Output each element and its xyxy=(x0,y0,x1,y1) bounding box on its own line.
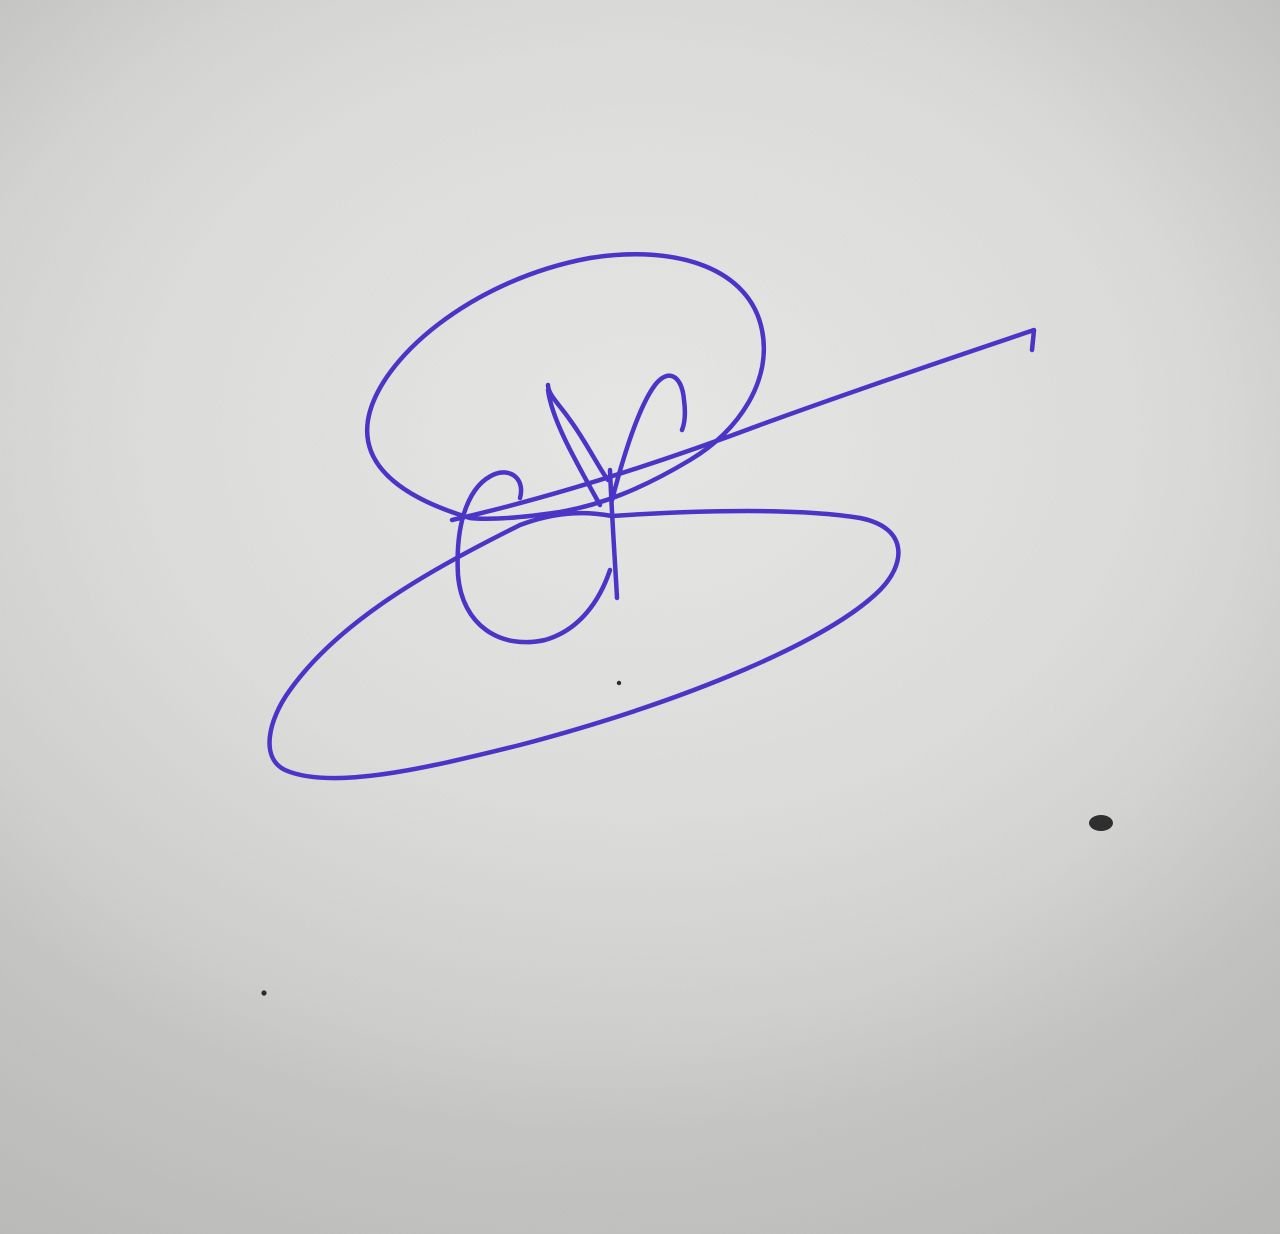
speck-large-right xyxy=(1089,815,1113,831)
signature-lower-ellipse xyxy=(270,511,899,778)
signature-long-stroke xyxy=(452,330,1034,520)
speck-small-center xyxy=(617,681,621,685)
signature-upper-loop xyxy=(367,254,764,518)
speck-small-left xyxy=(261,990,266,995)
paper-specks xyxy=(261,681,1113,996)
